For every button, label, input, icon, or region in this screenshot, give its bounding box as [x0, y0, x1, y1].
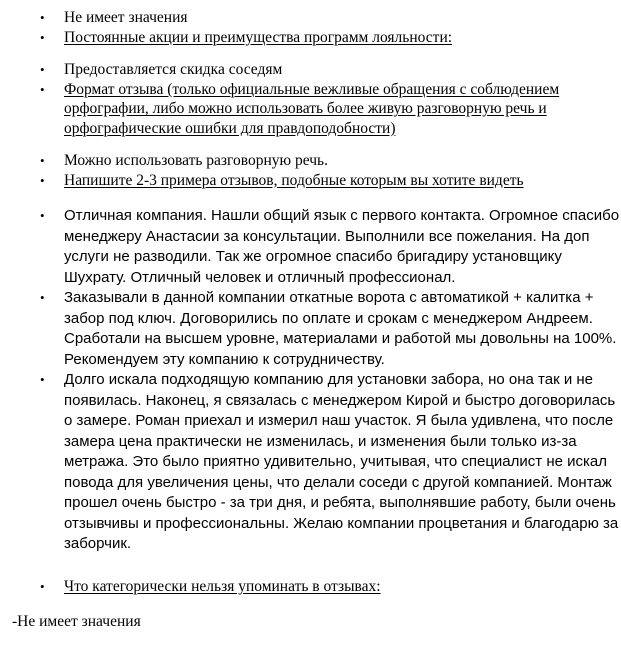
list-item: [0, 171, 621, 191]
review-text: Заказывали в данной компании откатные ворота с автоматикой + калитка + забор под ключ. Договорились по оплате и срокам с менеджером Андреем. Сработали на высшем уровне, материалами и работой мы довольны на 100%. Рекомендуем эту компанию к сотрудничеству.: [64, 289, 617, 368]
list-item-label-underlined: Формат отзыва (только официальные вежливые обращения с соблюдением орфографии, либо можно использовать более живую разговорную речь и орфографические ошибки для правдоподобности): [64, 80, 560, 137]
list-item-label-underlined: Напишите 2-3 примера отзывов, подобные которым вы хотите видеть: [64, 171, 524, 189]
review-text: Отличная компания. Нашли общий язык с первого контакта. Огромное спасибо менеджеру Анастасии за консультации. Выполнили все пожелания. На доп услуги не разводили. Так же огромное спасибо бригадиру установщику Шухрату. Отличный человек и отличный профессионал.: [64, 207, 620, 286]
bullet-icon: •: [40, 153, 45, 168]
review-text: Долго искала подходящую компанию для установки забора, но она так и не появилась. Наконец, я связалась с менеджером Кирой и быстро договорилась о замере. Роман приехал и измерил наш участок. Я была удивлена, что после замера цена практически не изменилась, и изменения были только из-за метража. Это было приятно удивительно, учитывая, что специалист не искал повода для увеличения цены, что делали соседи с другой компанией. Монтаж прошел очень быстро - за три дня, и ребята, выполнявшие работу, были очень отзывчивы и профессиональны. Желаю компании процветания и благодарю за заборчик.: [64, 371, 619, 552]
list-item: [0, 577, 621, 597]
closing-line: -Не имеет значения: [12, 613, 141, 630]
list-item: [0, 8, 621, 28]
list-item: [0, 370, 621, 555]
list-item: [0, 28, 621, 48]
group-spacer: [0, 596, 621, 612]
review-examples-list: [0, 206, 621, 555]
group-spacer: [0, 555, 621, 577]
bullet-icon: •: [40, 372, 45, 387]
outline-group-top: [0, 8, 621, 47]
outline-group-second: [0, 60, 621, 138]
list-item-label-underlined: Постоянные акции и преимущества программ лояльности:: [64, 28, 453, 46]
outline-group-third: [0, 151, 621, 190]
list-item: [0, 206, 621, 288]
bullet-icon: •: [40, 62, 45, 77]
group-spacer: [0, 138, 621, 151]
list-item-label: Предоставляется скидка соседям: [64, 61, 283, 78]
list-item: [0, 80, 621, 139]
group-spacer: [0, 190, 621, 206]
bullet-icon: •: [40, 81, 45, 97]
outline-group-bottom: [0, 577, 621, 597]
list-item: [0, 151, 621, 171]
list-item-label-underlined: Что категорически нельзя упоминать в отзывах:: [64, 577, 381, 595]
list-item-label: Не имеет значения: [64, 9, 188, 26]
bullet-icon: •: [40, 10, 45, 25]
list-item: [0, 288, 621, 370]
list-item: [0, 60, 621, 80]
top-spacer: [0, 0, 621, 8]
bullet-icon: •: [40, 172, 45, 188]
bullet-icon: •: [40, 578, 45, 594]
group-spacer: [0, 47, 621, 60]
list-item-label: Можно использовать разговорную речь.: [64, 152, 328, 169]
bullet-icon: •: [40, 208, 45, 223]
bullet-icon: •: [40, 29, 45, 45]
bullet-icon: •: [40, 290, 45, 305]
